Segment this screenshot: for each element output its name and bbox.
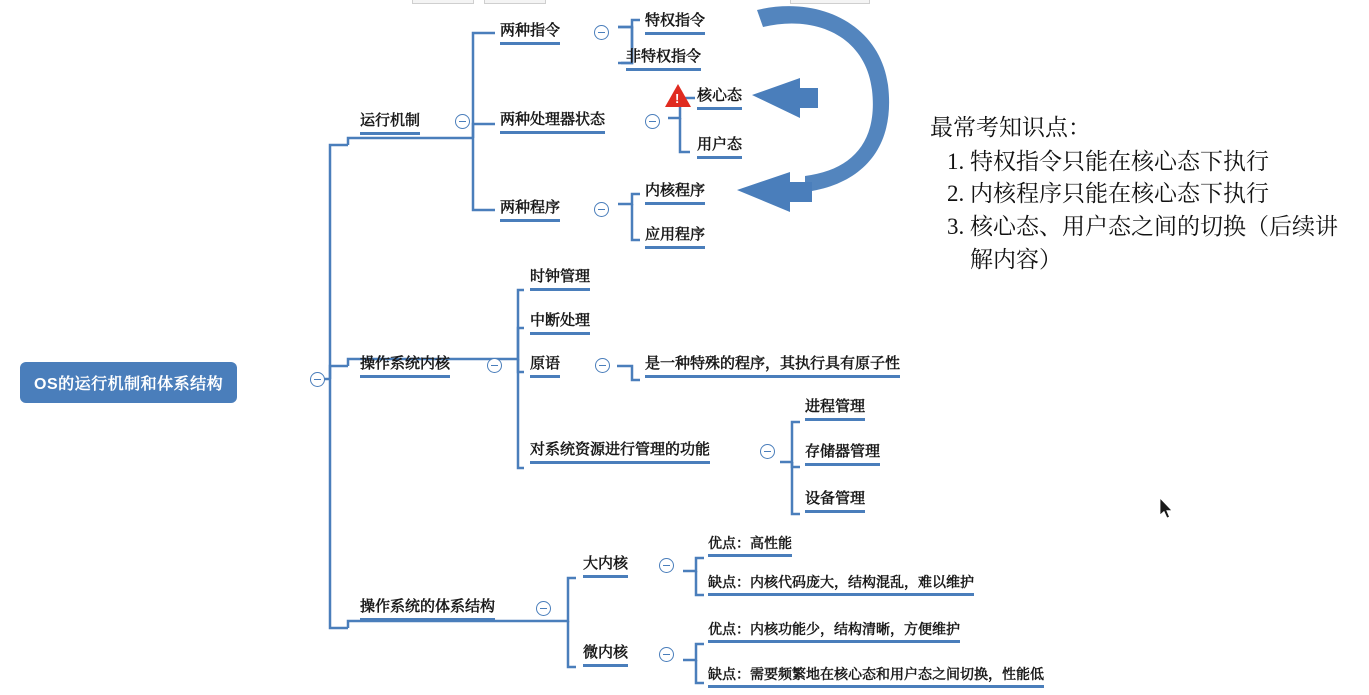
collapse-操作系统内核[interactable] <box>487 358 502 373</box>
node-操作系统内核[interactable]: 操作系统内核 <box>360 355 450 378</box>
arrowhead-to-kernel-state <box>752 78 818 118</box>
notes-title: 最常考知识点： <box>930 115 1091 140</box>
collapse-对系统资源进行管理的功能[interactable] <box>760 444 775 459</box>
node-微内核[interactable]: 微内核 <box>583 644 628 667</box>
collapse-大内核[interactable] <box>659 558 674 573</box>
node-设备管理[interactable]: 设备管理 <box>805 490 865 513</box>
collapse-运行机制[interactable] <box>455 114 470 129</box>
node-两种处理器状态[interactable]: 两种处理器状态 <box>500 111 605 134</box>
top-ghost-box-1 <box>412 0 474 4</box>
notes-item-1: 1. 特权指令只能在核心态下执行 <box>970 146 1360 179</box>
notes-panel <box>930 112 1360 276</box>
mouse-cursor <box>1160 498 1174 520</box>
node-存储器管理[interactable]: 存储器管理 <box>805 443 880 466</box>
node-两种程序[interactable]: 两种程序 <box>500 199 560 222</box>
node-两种指令[interactable]: 两种指令 <box>500 22 560 45</box>
node-内核程序[interactable]: 内核程序 <box>645 182 705 205</box>
top-ghost-box-2 <box>484 0 546 4</box>
collapse-原语[interactable] <box>595 358 610 373</box>
node-大内核-优点[interactable]: 优点：高性能 <box>708 535 792 557</box>
node-大内核-缺点[interactable]: 缺点：内核代码庞大，结构混乱，难以维护 <box>708 574 974 596</box>
notes-list <box>930 146 1360 277</box>
node-应用程序[interactable]: 应用程序 <box>645 226 705 249</box>
node-原语描述[interactable]: 是一种特殊的程序，其执行具有原子性 <box>645 355 900 378</box>
node-操作系统的体系结构[interactable]: 操作系统的体系结构 <box>360 598 495 621</box>
collapse-操作系统的体系结构[interactable] <box>536 601 551 616</box>
node-运行机制[interactable]: 运行机制 <box>360 112 420 135</box>
collapse-两种指令[interactable] <box>594 25 609 40</box>
notes-item-3: 3. 核心态、用户态之间的切换（后续讲解内容） <box>970 211 1360 276</box>
root-node[interactable]: OS的运行机制和体系结构 <box>20 362 237 403</box>
node-大内核[interactable]: 大内核 <box>583 555 628 578</box>
warning-icon <box>665 84 691 107</box>
root-collapse-toggle[interactable] <box>310 372 325 387</box>
node-微内核-缺点[interactable]: 缺点：需要频繁地在核心态和用户态之间切换，性能低 <box>708 666 1044 688</box>
node-时钟管理[interactable]: 时钟管理 <box>530 268 590 291</box>
node-核心态[interactable]: 核心态 <box>697 87 742 110</box>
node-特权指令[interactable]: 特权指令 <box>645 12 705 35</box>
node-微内核-优点[interactable]: 优点：内核功能少，结构清晰，方便维护 <box>708 621 960 643</box>
node-进程管理[interactable]: 进程管理 <box>805 398 865 421</box>
node-非特权指令[interactable]: 非特权指令 <box>626 48 701 71</box>
collapse-两种程序[interactable] <box>594 202 609 217</box>
node-原语[interactable]: 原语 <box>530 355 560 378</box>
collapse-两种处理器状态[interactable] <box>645 114 660 129</box>
notes-item-2: 2. 内核程序只能在核心态下执行 <box>970 178 1360 211</box>
node-对系统资源进行管理的功能[interactable]: 对系统资源进行管理的功能 <box>530 441 710 464</box>
collapse-微内核[interactable] <box>659 647 674 662</box>
highlight-arrow <box>745 6 889 192</box>
node-中断处理[interactable]: 中断处理 <box>530 312 590 335</box>
arrowhead-to-kernel-program <box>737 172 812 212</box>
node-用户态[interactable]: 用户态 <box>697 136 742 159</box>
top-ghost-box-3 <box>790 0 870 4</box>
